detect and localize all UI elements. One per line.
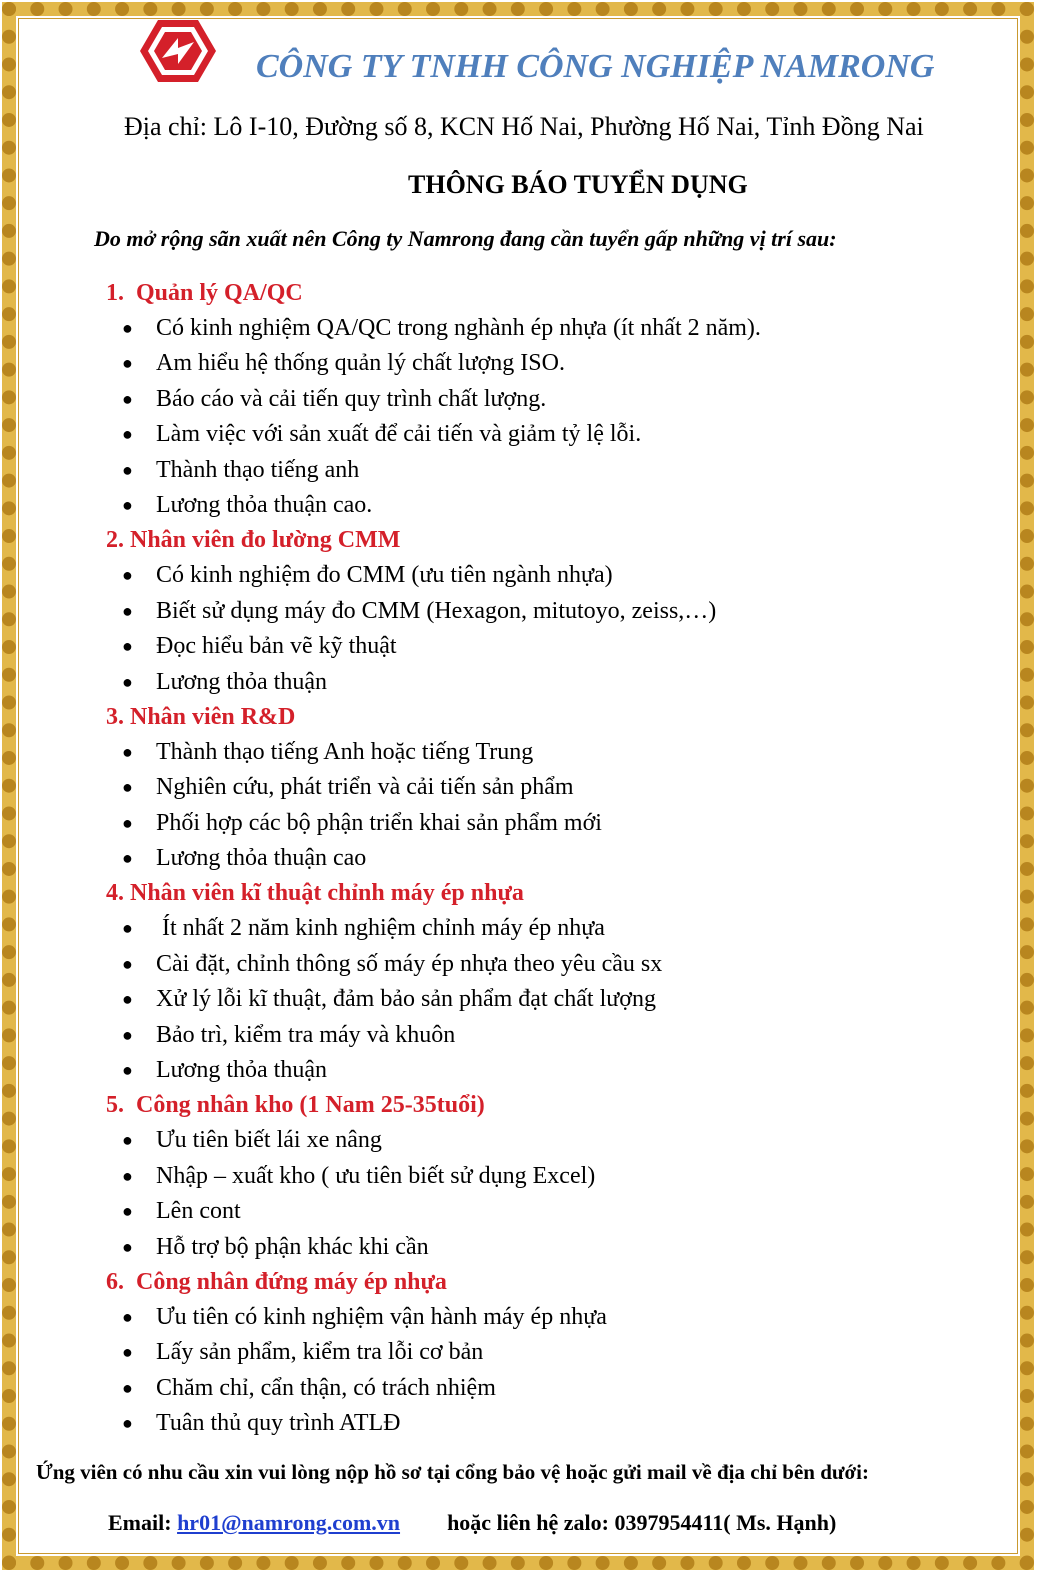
bullet-icon: ● [122, 953, 133, 974]
footer-note: Ứng viên có nhu cầu xin vui lòng nộp hồ sơ tại cổng bảo vệ hoặc gửi mail về địa chỉ bên dưới: [36, 1460, 869, 1484]
bullet-icon: ● [122, 565, 133, 586]
list-item [0, 311, 1040, 346]
job-heading [0, 1265, 1040, 1300]
job-title: Nhân viên đo lường CMM [130, 527, 401, 554]
list-item [0, 1018, 1040, 1053]
bullet-icon: ● [122, 671, 133, 692]
list-item [0, 417, 1040, 452]
list-item [0, 947, 1040, 982]
job-title: Nhân viên kĩ thuật chỉnh máy ép nhựa [130, 880, 524, 907]
bullet-icon: ● [122, 1306, 133, 1327]
list-item-text: Lương thỏa thuận [156, 1057, 327, 1084]
list-item [0, 1230, 1040, 1265]
company-logo-icon [136, 18, 220, 84]
list-item [0, 735, 1040, 770]
list-item-text: Lấy sản phẩm, kiểm tra lỗi cơ bản [156, 1339, 484, 1366]
email-link[interactable]: hr01@namrong.com.vn [177, 1510, 401, 1535]
job-heading [0, 700, 1040, 735]
list-item-text: Am hiểu hệ thống quản lý chất lượng ISO. [156, 350, 565, 377]
list-item-text: Có kinh nghiệm QA/QC trong nghành ép nhựa (ít nhất 2 năm). [156, 315, 761, 341]
list-item [0, 982, 1040, 1017]
list-item-text: Đọc hiểu bản vẽ kỹ thuật [156, 633, 397, 660]
bullet-icon: ● [122, 918, 133, 939]
list-item [0, 806, 1040, 841]
list-item-text: Ưu tiên biết lái xe nâng [156, 1127, 382, 1154]
list-item [0, 629, 1040, 664]
bullet-icon: ● [122, 989, 133, 1010]
bullet-icon: ● [122, 1201, 133, 1222]
list-item [0, 453, 1040, 488]
job-number: 3. [106, 703, 124, 730]
list-item [0, 1159, 1040, 1194]
list-item-text: Tuân thủ quy trình ATLĐ [156, 1410, 401, 1437]
list-item [0, 558, 1040, 593]
job-title: Công nhân kho (1 Nam 25-35tuổi) [136, 1092, 485, 1119]
list-item [0, 488, 1040, 523]
list-item-text: Ít nhất 2 năm kinh nghiệm chỉnh máy ép nhựa [156, 915, 605, 942]
bullet-icon: ● [122, 1413, 133, 1434]
list-item [0, 1371, 1040, 1406]
job-number: 4. [106, 880, 124, 907]
list-item [0, 594, 1040, 629]
list-item-text: Hỗ trợ bộ phận khác khi cần [156, 1233, 429, 1260]
bullet-icon: ● [122, 459, 133, 480]
list-item [0, 1053, 1040, 1088]
job-title: Quản lý QA/QC [136, 280, 303, 306]
list-item [0, 770, 1040, 805]
list-item-text: Biết sử dụng máy đo CMM (Hexagon, mitutoyo, zeiss,…) [156, 597, 717, 624]
list-item-text: Thành thạo tiếng Anh hoặc tiếng Trung [156, 738, 534, 765]
job-title: Công nhân đứng máy ép nhựa [136, 1268, 447, 1295]
job-number: 2. [106, 527, 124, 554]
bullet-icon: ● [122, 1130, 133, 1151]
list-item-text: Báo cáo và cải tiến quy trình chất lượng. [156, 385, 547, 412]
bullet-icon: ● [122, 1165, 133, 1186]
job-title: Nhân viên R&D [130, 703, 296, 730]
bullet-icon: ● [122, 777, 133, 798]
list-item-text: Lương thỏa thuận cao [156, 845, 367, 872]
job-heading [0, 1088, 1040, 1123]
list-item [0, 346, 1040, 381]
job-heading [0, 876, 1040, 911]
company-address: Địa chỉ: Lô I-10, Đường số 8, KCN Hố Nai, Phường Hố Nai, Tỉnh Đồng Nai [124, 112, 924, 141]
list-item-text: Cài đặt, chỉnh thông số máy ép nhựa theo yêu cầu sx [156, 950, 663, 977]
bullet-icon: ● [122, 1342, 133, 1363]
bullet-icon: ● [122, 1236, 133, 1257]
list-item-text: Nhập – xuất kho ( ưu tiên biết sử dụng Excel) [156, 1162, 596, 1189]
bullet-icon: ● [122, 1377, 133, 1398]
zalo-contact: hoặc liên hệ zalo: 0397954411( Ms. Hạnh) [447, 1510, 837, 1535]
company-name: CÔNG TY TNHH CÔNG NGHIỆP NAMRONG [256, 48, 935, 85]
list-item-text: Lương thỏa thuận cao. [156, 491, 373, 518]
intro-text: Do mở rộng sãn xuất nên Công ty Namrong đang cần tuyển gấp những vị trí sau: [94, 226, 837, 251]
bullet-icon: ● [122, 388, 133, 409]
list-item-text: Lên cont [156, 1198, 241, 1225]
list-item-text: Chăm chỉ, cẩn thận, có trách nhiệm [156, 1374, 496, 1401]
bullet-icon: ● [122, 1060, 133, 1081]
list-item-text: Xử lý lỗi kĩ thuật, đảm bảo sản phẩm đạt chất lượng [156, 986, 656, 1013]
list-item [0, 1300, 1040, 1335]
bullet-icon: ● [122, 848, 133, 869]
page-title: THÔNG BÁO TUYỂN DỤNG [408, 170, 748, 199]
bullet-icon: ● [122, 636, 133, 657]
job-number: 6. [106, 1268, 124, 1295]
bullet-icon: ● [122, 741, 133, 762]
job-number: 1. [106, 280, 124, 306]
list-item [0, 665, 1040, 700]
bullet-icon: ● [122, 812, 133, 833]
list-item-text: Bảo trì, kiểm tra máy và khuôn [156, 1021, 456, 1048]
list-item [0, 1194, 1040, 1229]
list-item-text: Thành thạo tiếng anh [156, 456, 360, 483]
list-item-text: Ưu tiên có kinh nghiệm vận hành máy ép nhựa [156, 1303, 607, 1330]
bullet-icon: ● [122, 353, 133, 374]
list-item-text: Làm việc với sản xuất để cải tiến và giảm tỷ lệ lỗi. [156, 421, 642, 448]
job-heading [0, 276, 1040, 311]
list-item-text: Phối hợp các bộ phận triển khai sản phẩm mới [156, 809, 602, 836]
footer-contact [108, 1510, 836, 1536]
bullet-icon: ● [122, 318, 133, 338]
list-item-text: Lương thỏa thuận [156, 668, 327, 695]
bullet-icon: ● [122, 424, 133, 445]
list-item [0, 382, 1040, 417]
email-label: Email: [108, 1510, 178, 1535]
list-item [0, 841, 1040, 876]
list-item-text: Có kinh nghiệm đo CMM (ưu tiên ngành nhựa) [156, 562, 613, 589]
list-item [0, 911, 1040, 946]
list-item [0, 1335, 1040, 1370]
bullet-icon: ● [122, 600, 133, 621]
list-item [0, 1123, 1040, 1158]
bullet-icon: ● [122, 494, 133, 515]
list-item-text: Nghiên cứu, phát triển và cải tiến sản phẩm [156, 774, 574, 801]
job-number: 5. [106, 1092, 124, 1119]
job-list [0, 276, 1040, 1442]
job-heading [0, 523, 1040, 558]
bullet-icon: ● [122, 1024, 133, 1045]
list-item [0, 1406, 1040, 1441]
